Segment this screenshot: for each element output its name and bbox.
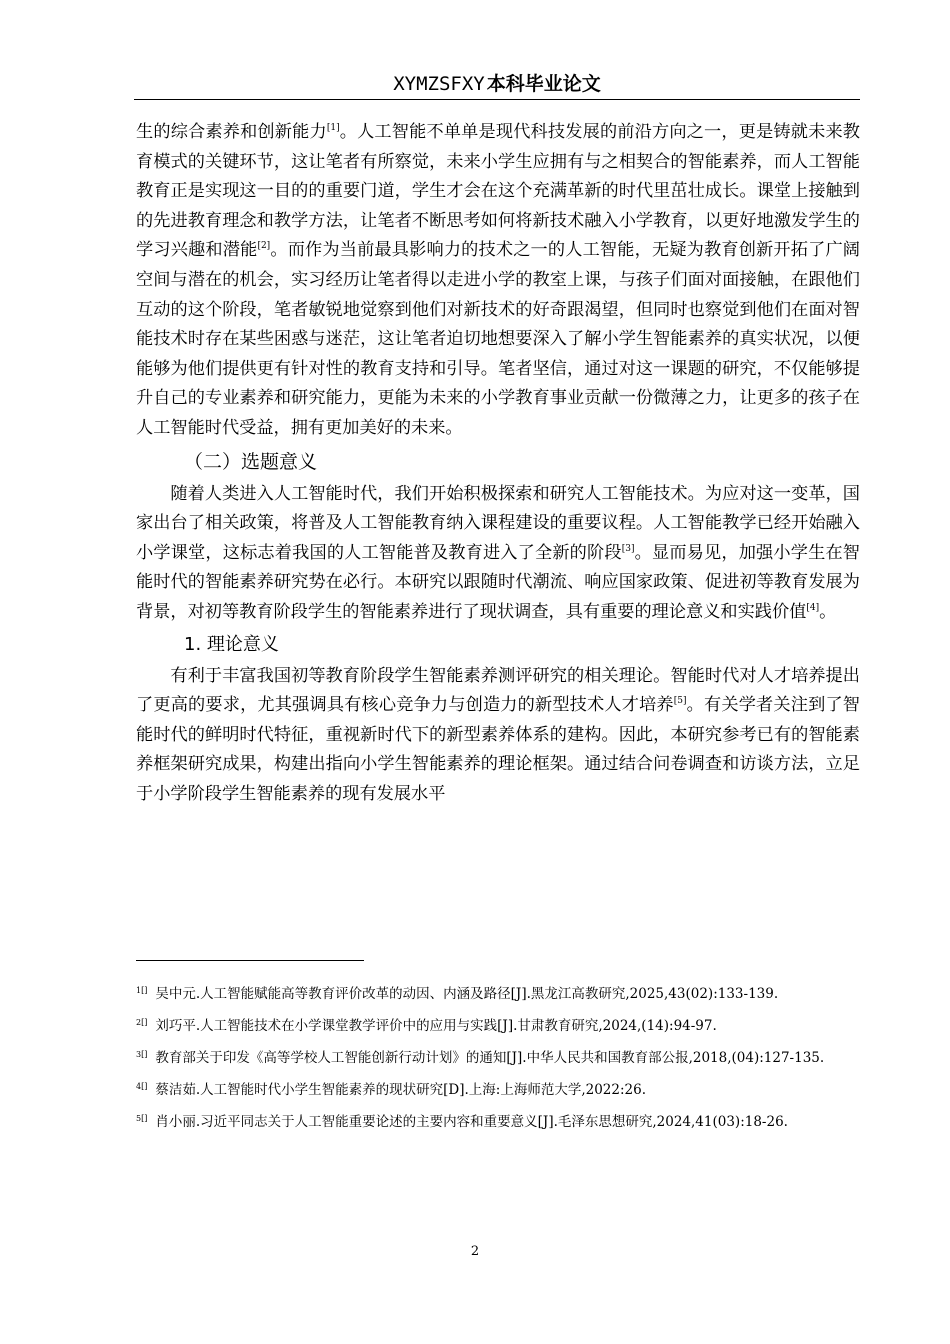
paragraph-3	[136, 662, 860, 810]
page-header	[134, 70, 860, 98]
text-run: 。显而易见，加强小学生在智能时代的智能素养研究势在必行。本研究以跟随时代潮流、响应国家政策、促进初等教育发展为背景，对初等教育阶段学生的智能素养进行了现状调查，具有重要的理论意义和实践价值	[136, 542, 860, 622]
footnote-4	[136, 1076, 860, 1104]
footnote-5	[136, 1108, 860, 1136]
citation-2: [2]	[257, 241, 271, 252]
footnote-2	[136, 1012, 860, 1040]
text-run: 有利于丰富我国初等教育阶段学生智能素养测评研究的相关理论。智能时代对人才培养提出了更高的要求，尤其强调具有核心竞争力与创造力的新型技术人才培养	[136, 665, 860, 716]
footnote-text: 吴中元.人工智能赋能高等教育评价改革的动因、内涵及路径[J].黑龙江高教研究,2025,43(02):133-139.	[155, 986, 779, 1002]
footnote-text: 教育部关于印发《高等学校人工智能创新行动计划》的通知[J].中华人民共和国教育部公报,2018,(04):127-135.	[155, 1050, 825, 1066]
section-heading: （二）选题意义	[184, 450, 318, 473]
text-run: 。而作为当前最具影响力的技术之一的人工智能，无疑为教育创新开拓了广阔空间与潜在的机会，实习经历让笔者得以走进小学的教室上课，与孩子们面对面接触，在跟他们互动的这个阶段，笔者敏锐地觉察到他们对新技术的好奇跟渴望，但同时也察觉到他们在面对智能技术时存在某些困惑与迷茫，这让笔者迫切地想要深入了解小学生智能素养的真实状况，以便能够为他们提供更有针对性的教育支持和引导。笔者坚信，通过对这一课题的研究，不仅能够提升自己的专业素养和研究能力，更能为未来的小学教育事业贡献一份微薄之力，让更多的孩子在人工智能时代受益，拥有更加美好的未来。	[136, 240, 860, 438]
citation-5: [5]	[673, 696, 687, 707]
footnote-text: 蔡洁茹.人工智能时代小学生智能素养的现状研究[D].上海:上海师范大学,2022:26.	[155, 1082, 646, 1098]
page-number: 2	[470, 1244, 480, 1259]
text-run: 随着人类进入人工智能时代，我们开始积极探索和研究人工智能技术。为应对这一变革，国家出台了相关政策，将普及人工智能教育纳入课程建设的重要议程。人工智能教学已经开始融入小学课堂，这标志着我国的人工智能普及教育进入了全新的阶段	[136, 483, 860, 563]
text-run: 生的综合素养和创新能力	[136, 122, 327, 142]
header-title: 本科毕业论文	[486, 73, 601, 95]
footnotes	[136, 980, 860, 1140]
paragraph-2	[136, 480, 860, 628]
text-run: 。有关学者关注到了智能时代的鲜明时代特征，重视新时代下的新型素养体系的建构。因此，本研究参考已有的智能素养框架研究成果，构建出指向小学生智能素养的理论框架。通过结合问卷调查和访谈方法，立足于小学阶段学生智能素养的现有发展水平	[136, 695, 860, 804]
subsection-heading: 1. 理论意义	[184, 633, 279, 655]
header-code: XYMZSFXY	[393, 73, 485, 95]
citation-3: [3]	[621, 543, 635, 554]
paragraph-1	[136, 118, 860, 444]
citation-4: [4]	[806, 602, 820, 613]
footnote-text: 刘巧平.人工智能技术在小学课堂教学评价中的应用与实践[J].甘肃教育研究,2024,(14):94-97.	[155, 1018, 717, 1034]
footnote-mark: 1[]	[136, 986, 148, 995]
footnote-mark: 4[]	[136, 1082, 148, 1091]
text-run: 。人工智能不单单是现代科技发展的前沿方向之一，更是铸就未来教育模式的关键环节，这让笔者有所察觉，未来小学生应拥有与之相契合的智能素养，而人工智能教育正是实现这一目的的重要门道，学生才会在这个充满革新的时代里茁壮成长。课堂上接触到的先进教育理念和教学方法，让笔者不断思考如何将新技术融入小学教育，以更好地激发学生的学习兴趣和潜能	[136, 122, 860, 261]
footnote-mark: 3[]	[136, 1050, 148, 1059]
footnote-mark: 2[]	[136, 1018, 148, 1027]
body-text	[136, 118, 860, 809]
header-rule	[134, 99, 860, 100]
citation-1: [1]	[326, 123, 340, 133]
footnote-text: 肖小丽.习近平同志关于人工智能重要论述的主要内容和重要意义[J].毛泽东思想研究,2024,41(03):18-26.	[155, 1114, 788, 1130]
footnote-1	[136, 980, 860, 1008]
footnote-rule	[136, 960, 364, 961]
text-run: 。	[819, 601, 837, 622]
footnote-3	[136, 1044, 860, 1072]
footnote-mark: 5[]	[136, 1114, 148, 1123]
